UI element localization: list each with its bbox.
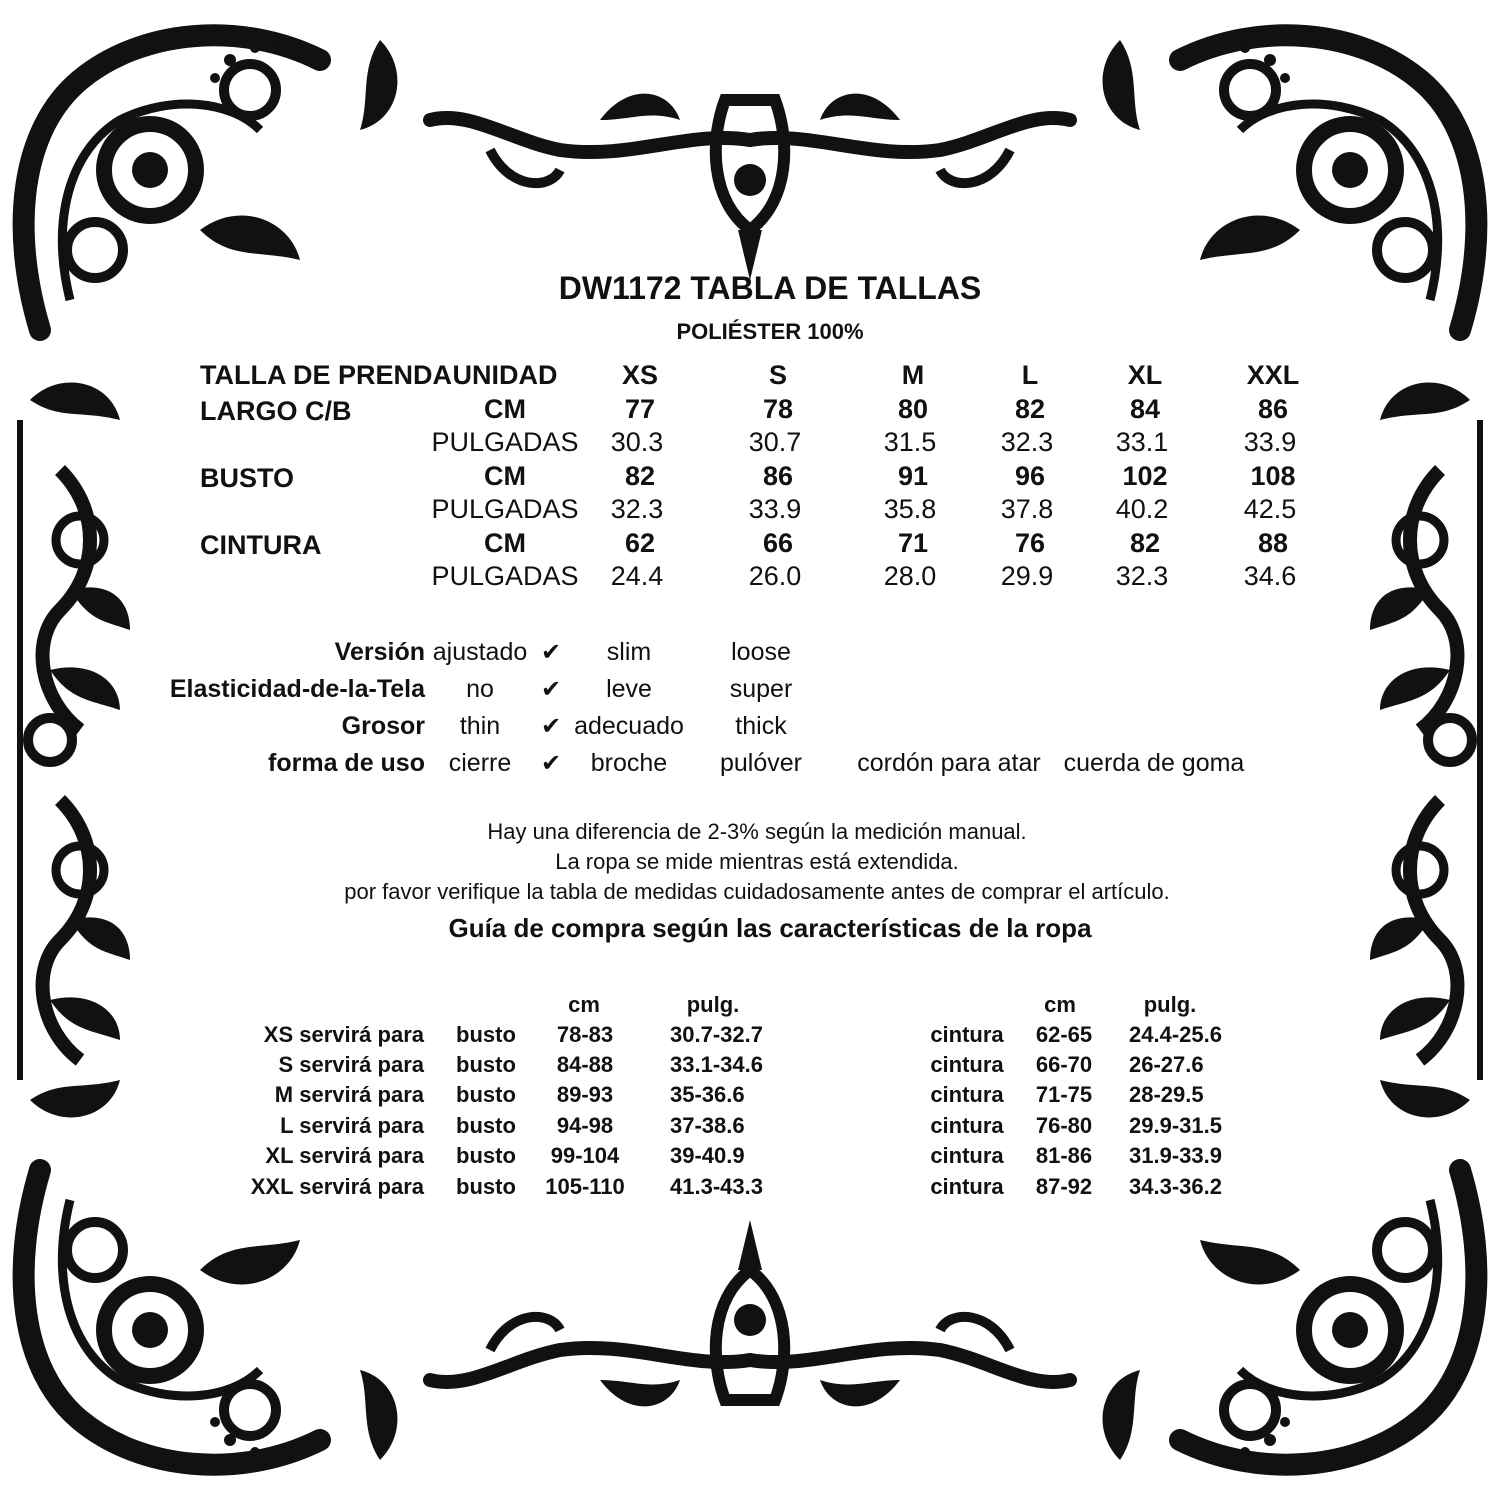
- guide-size-label: L servirá para: [280, 1113, 424, 1138]
- table-cell-inches: 32.3: [1115, 561, 1169, 591]
- unit-cm: CM: [484, 394, 526, 424]
- guide-waist-inches: 28-29.5: [1129, 1082, 1204, 1107]
- table-cell-inches: 32.3: [610, 494, 664, 524]
- guide-waist-word: cintura: [930, 1143, 1004, 1168]
- feature-option: leve: [606, 675, 652, 703]
- table-cell-cm: 82: [1014, 394, 1046, 424]
- guide-waist-inches: 29.9-31.5: [1129, 1113, 1222, 1138]
- note-line: por favor verifique la tabla de medidas cuidadosamente antes de comprar el artículo.: [344, 879, 1170, 904]
- feature-option: cordón para atar: [857, 749, 1041, 777]
- table-cell-inches: 33.1: [1115, 427, 1169, 457]
- guide-waist-word: cintura: [930, 1174, 1004, 1199]
- feature-option: no: [466, 675, 494, 703]
- guide-waist-inches: 34.3-36.2: [1129, 1174, 1222, 1199]
- feature-option: cuerda de goma: [1063, 749, 1245, 777]
- note-line: Hay una diferencia de 2-3% según la medición manual.: [487, 819, 1027, 844]
- feature-label: forma de uso: [268, 749, 425, 777]
- guide-bust-inches: 35-36.6: [670, 1082, 745, 1107]
- chart-title: DW1172 TABLA DE TALLAS: [558, 270, 982, 306]
- table-cell-cm: 108: [1250, 461, 1296, 491]
- measurement-label: BUSTO: [200, 463, 295, 493]
- feature-option: loose: [731, 638, 791, 666]
- table-cell-cm: 86: [762, 461, 794, 491]
- guide-waist-inches: 26-27.6: [1129, 1052, 1204, 1077]
- feature-option: slim: [606, 638, 652, 666]
- guide-waist-inches: 31.9-33.9: [1129, 1143, 1222, 1168]
- guide-waist-word: cintura: [930, 1082, 1004, 1107]
- guide-bust-word: busto: [456, 1082, 516, 1107]
- table-cell-cm: 76: [1014, 528, 1046, 558]
- guide-bust-inches: 33.1-34.6: [670, 1052, 763, 1077]
- unit-header: UNIDAD: [452, 360, 558, 390]
- unit-inches: PULGADAS: [431, 561, 579, 591]
- feature-option: broche: [590, 749, 668, 777]
- table-cell-inches: 33.9: [748, 494, 802, 524]
- table-cell-cm: 78: [762, 394, 794, 424]
- unit-cm: CM: [484, 461, 526, 491]
- guide-waist-cm: 66-70: [1035, 1052, 1093, 1077]
- table-cell-cm: 62: [624, 528, 656, 558]
- guide-size-label: XS servirá para: [263, 1022, 424, 1047]
- guide-bust-cm: 99-104: [550, 1143, 620, 1168]
- guide-size-label: M servirá para: [274, 1082, 424, 1107]
- feature-option: ajustado: [432, 638, 528, 666]
- measurement-label: LARGO C/B: [200, 396, 352, 426]
- table-cell-cm: 96: [1014, 461, 1046, 491]
- guide-size-label: XL servirá para: [265, 1143, 424, 1168]
- guide-bust-cm: 89-93: [556, 1082, 614, 1107]
- feature-option: thin: [459, 712, 501, 740]
- table-cell-cm: 66: [762, 528, 794, 558]
- size-column-header: XS: [621, 360, 659, 390]
- guide-bust-word: busto: [456, 1022, 516, 1047]
- size-column-header: L: [1021, 360, 1039, 390]
- feature-option: thick: [735, 712, 787, 740]
- guide-cm-header: cm: [568, 992, 600, 1017]
- guide-bust-cm: 78-83: [556, 1022, 614, 1047]
- size-column-header: XXL: [1246, 360, 1300, 390]
- table-cell-cm: 77: [624, 394, 656, 424]
- table-cell-cm: 80: [897, 394, 929, 424]
- guide-bust-cm: 84-88: [556, 1052, 614, 1077]
- table-cell-inches: 42.5: [1243, 494, 1297, 524]
- guide-waist-cm: 76-80: [1035, 1113, 1093, 1138]
- table-cell-inches: 34.6: [1243, 561, 1297, 591]
- guide-bust-inches: 30.7-32.7: [670, 1022, 763, 1047]
- table-cell-inches: 31.5: [883, 427, 937, 457]
- guide-in-header: pulg.: [686, 992, 740, 1017]
- table-cell-inches: 32.3: [1000, 427, 1054, 457]
- guide-waist-inches: 24.4-25.6: [1129, 1022, 1222, 1047]
- unit-inches: PULGADAS: [431, 427, 579, 457]
- table-cell-cm: 86: [1257, 394, 1289, 424]
- size-column-header: XL: [1127, 360, 1163, 390]
- table-cell-inches: 29.9: [1000, 561, 1054, 591]
- guide-bust-cm: 94-98: [556, 1113, 614, 1138]
- measurement-label: CINTURA: [200, 530, 322, 560]
- feature-option: adecuado: [574, 712, 684, 740]
- table-cell-inches: 40.2: [1115, 494, 1169, 524]
- table-cell-cm: 91: [897, 461, 929, 491]
- table-cell-inches: 24.4: [610, 561, 664, 591]
- table-cell-inches: 33.9: [1243, 427, 1297, 457]
- checkmark-icon: ✔: [540, 639, 562, 666]
- table-cell-inches: 26.0: [748, 561, 802, 591]
- guide-waist-cm: 81-86: [1035, 1143, 1093, 1168]
- guide-waist-word: cintura: [930, 1113, 1004, 1138]
- guide-waist-word: cintura: [930, 1022, 1004, 1047]
- table-cell-cm: 82: [1129, 528, 1161, 558]
- table-cell-cm: 102: [1122, 461, 1168, 491]
- table-cell-inches: 37.8: [1000, 494, 1054, 524]
- feature-label: Elasticidad-de-la-Tela: [169, 675, 425, 703]
- table-cell-cm: 88: [1257, 528, 1289, 558]
- guide-bust-word: busto: [456, 1143, 516, 1168]
- guide-in-header: pulg.: [1143, 992, 1197, 1017]
- feature-option: super: [729, 675, 793, 703]
- guide-waist-cm: 87-92: [1035, 1174, 1093, 1199]
- unit-cm: CM: [484, 528, 526, 558]
- guide-waist-cm: 71-75: [1035, 1082, 1093, 1107]
- size-column-header: M: [901, 360, 925, 390]
- guide-title: Guía de compra según las características de la ropa: [448, 913, 1092, 943]
- guide-waist-cm: 62-65: [1035, 1022, 1093, 1047]
- guide-cm-header: cm: [1044, 992, 1076, 1017]
- unit-inches: PULGADAS: [431, 494, 579, 524]
- feature-label: Grosor: [341, 712, 425, 740]
- checkmark-icon: ✔: [540, 676, 562, 703]
- note-line: La ropa se mide mientras está extendida.: [555, 849, 959, 874]
- table-cell-inches: 35.8: [883, 494, 937, 524]
- guide-bust-cm: 105-110: [545, 1174, 625, 1199]
- feature-label: Versión: [334, 638, 425, 666]
- guide-size-label: XXL servirá para: [250, 1174, 424, 1199]
- guide-bust-inches: 37-38.6: [670, 1113, 745, 1138]
- guide-waist-word: cintura: [930, 1052, 1004, 1077]
- guide-size-label: S servirá para: [278, 1052, 424, 1077]
- size-header-label: TALLA DE PRENDA: [200, 360, 452, 390]
- guide-bust-inches: 41.3-43.3: [670, 1174, 763, 1199]
- table-cell-inches: 30.7: [748, 427, 802, 457]
- table-cell-cm: 71: [897, 528, 929, 558]
- table-cell-cm: 84: [1129, 394, 1161, 424]
- table-cell-inches: 30.3: [610, 427, 664, 457]
- fabric-subtitle: POLIÉSTER 100%: [676, 319, 864, 344]
- table-cell-inches: 28.0: [883, 561, 937, 591]
- feature-option: cierre: [448, 749, 512, 777]
- checkmark-icon: ✔: [540, 750, 562, 777]
- guide-bust-inches: 39-40.9: [670, 1143, 745, 1168]
- guide-bust-word: busto: [456, 1174, 516, 1199]
- checkmark-icon: ✔: [540, 713, 562, 740]
- guide-bust-word: busto: [456, 1113, 516, 1138]
- table-cell-cm: 82: [624, 461, 656, 491]
- size-column-header: S: [768, 360, 788, 390]
- feature-option: pulóver: [720, 749, 802, 777]
- guide-bust-word: busto: [456, 1052, 516, 1077]
